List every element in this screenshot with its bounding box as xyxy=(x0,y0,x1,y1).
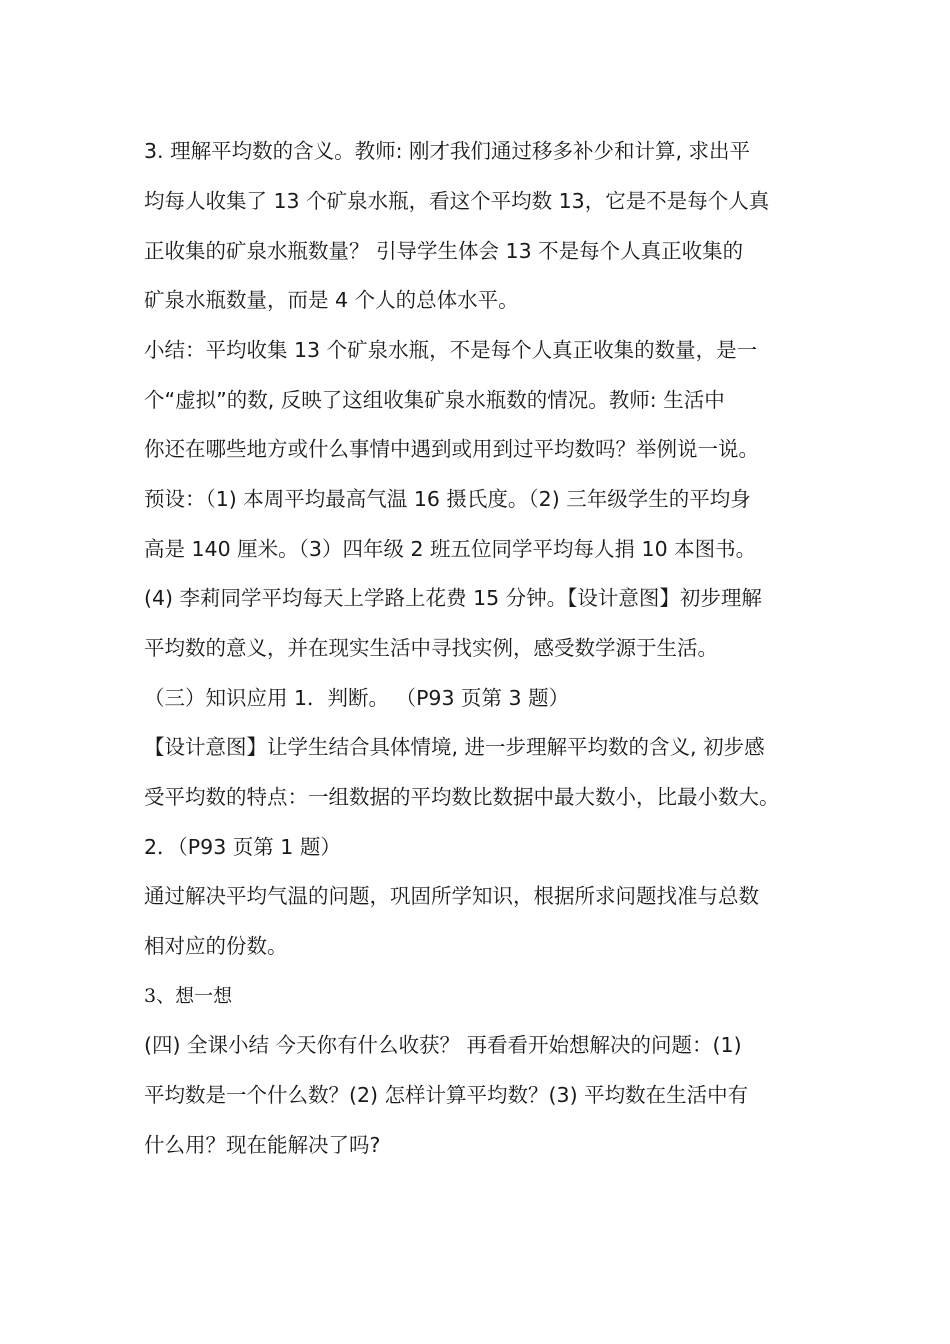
item-heading-line: 2．（P93 页第 1 题） xyxy=(144,835,341,859)
paragraph-line: 预设：（1) 本周平均最高气温 16 摄氏度。（2) 三年级学生的平均身 xyxy=(144,487,751,511)
paragraph-line: 【设计意图】让学生结合具体情境, 进一步理解平均数的含义, 初步感 xyxy=(144,735,765,759)
paragraph-line: 相对应的份数。 xyxy=(144,934,288,958)
paragraph-line: 矿泉水瓶数量，而是 4 个人的总体水平。 xyxy=(144,288,519,312)
paragraph-line: 平均数的意义，并在现实生活中寻找实例，感受数学源于生活。 xyxy=(144,636,718,660)
paragraph-line: 均每人收集了 13 个矿泉水瓶，看这个平均数 13，它是不是每个人真 xyxy=(144,189,770,213)
paragraph-line: 3. 理解平均数的含义。教师: 刚才我们通过移多补少和计算, 求出平 xyxy=(144,139,751,163)
paragraph-line: 受平均数的特点：一组数据的平均数比数据中最大数小，比最小数大。 xyxy=(144,785,780,809)
item-heading-line: 3、想一想 xyxy=(144,985,233,1007)
paragraph-line: 个“虚拟”的数, 反映了这组收集矿泉水瓶数的情况。教师: 生活中 xyxy=(144,388,725,412)
paragraph-line: 通过解决平均气温的问题，巩固所学知识，根据所求问题找准与总数 xyxy=(144,884,759,908)
paragraph-line: 高是 140 厘米。（3）四年级 2 班五位同学平均每人捐 10 本图书。 xyxy=(144,537,757,561)
paragraph-line: 你还在哪些地方或什么事情中遇到或用到过平均数吗？举例说一说。 xyxy=(144,437,759,461)
paragraph-line: 小结：平均收集 13 个矿泉水瓶，不是每个人真正收集的数量，是一 xyxy=(144,338,758,362)
paragraph-line: (四) 全课小结 今天你有什么收获？ 再看看开始想解决的问题：(1) xyxy=(144,1033,742,1057)
paragraph-line: (4) 李莉同学平均每天上学路上花费 15 分钟。【设计意图】初步理解 xyxy=(144,586,762,610)
paragraph-line: 什么用？现在能解决了吗? xyxy=(144,1133,381,1157)
paragraph-line: 平均数是一个什么数？(2) 怎样计算平均数？(3) 平均数在生活中有 xyxy=(144,1083,749,1107)
section-heading-line: （三）知识应用 1．判断。 （P93 页第 3 题） xyxy=(144,686,570,710)
paragraph-line: 正收集的矿泉水瓶数量？ 引导学生体会 13 不是每个人真正收集的 xyxy=(144,239,744,263)
